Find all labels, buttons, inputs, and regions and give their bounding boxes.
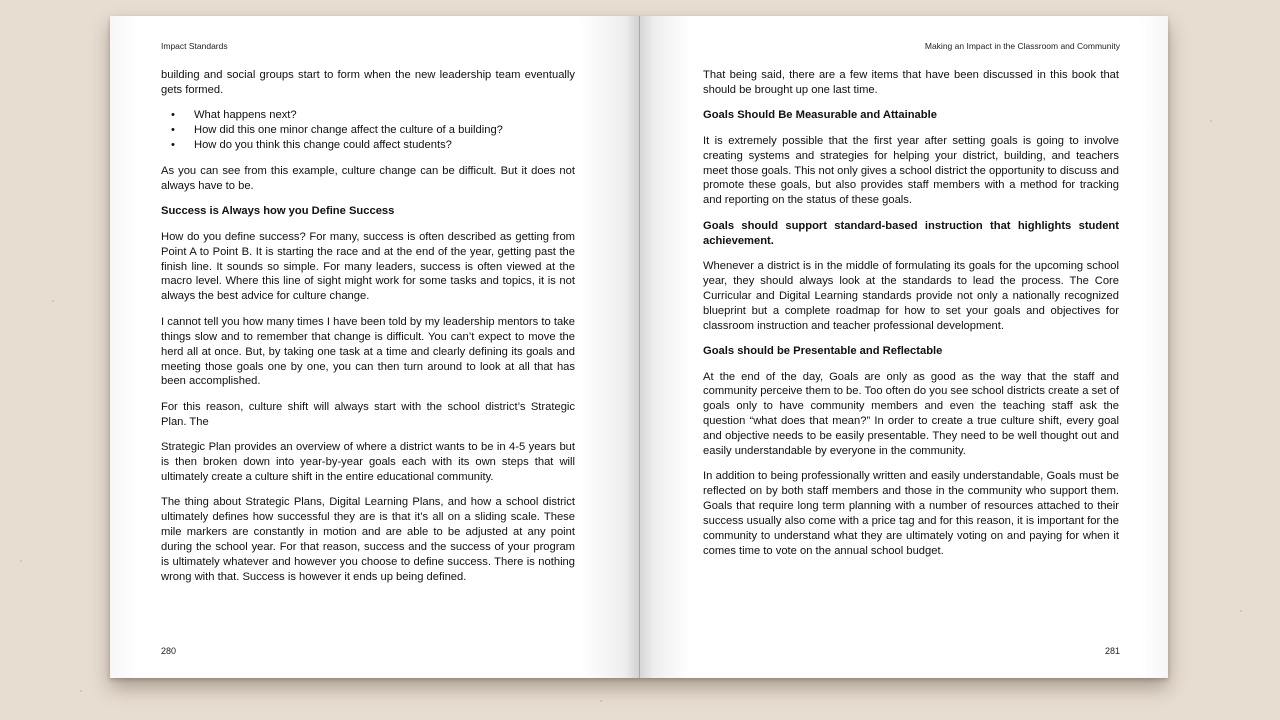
paragraph: building and social groups start to form when the new leadership team eventually gets formed. bbox=[161, 69, 575, 96]
bullet-icon: • bbox=[171, 124, 175, 137]
paragraph: Strategic Plan provides an overview of where a district wants to be in 4-5 years but is then broken down into year-by-year goals each with its own steps that will ultimately create a culture shift in the entire educational community. bbox=[161, 441, 575, 483]
section-heading: Goals should support standard-based instruction that highlights student achievement. bbox=[703, 219, 1119, 247]
page-text bbox=[703, 68, 1119, 569]
background-speck bbox=[1240, 610, 1242, 612]
running-head: Impact Standards bbox=[161, 41, 228, 51]
paragraph: As you can see from this example, culture change can be difficult. But it does not always have to be. bbox=[161, 165, 575, 192]
paragraph: That being said, there are a few items that have been discussed in this book that should be brought up one last time. bbox=[703, 69, 1119, 96]
bullet-icon: • bbox=[171, 109, 175, 122]
paragraph: It is extremely possible that the first year after setting goals is going to involve creating systems and strategies for helping your district, building, and teachers meet those goals. This not only gives a school district the opportunity to discuss and promote these goals, but also provides staff members with a method for tracking and reporting on the status of these goals. bbox=[703, 134, 1119, 207]
background-speck bbox=[600, 700, 602, 702]
list-item-text: What happens next? bbox=[194, 109, 297, 122]
page-number: 281 bbox=[1104, 646, 1120, 656]
bullet-icon: • bbox=[171, 139, 175, 152]
section-heading: Success is Always how you Define Success bbox=[161, 205, 395, 218]
list-item-text: How did this one minor change affect the culture of a building? bbox=[194, 124, 503, 137]
page-text bbox=[161, 68, 575, 595]
paragraph: The thing about Strategic Plans, Digital Learning Plans, and how a school district ultimately defines how successful they are is that it’s all on a sliding scale. These mile markers are constantly in motion and are able to be adjusted at any point during the school year. For that reason, success and the success of your program is ultimately whatever and however you choose to define success. There is nothing wrong with that. Success is however it ends up being defined. bbox=[161, 496, 575, 583]
left-page bbox=[110, 16, 640, 678]
paragraph: I cannot tell you how many times I have been told by my leadership mentors to take things slow and to remember that change is difficult. You can’t expect to move the herd all at once. But, by taking one task at a time and clearly defining its goals and meeting those goals one by one, you can then turn around to look at all that has been accomplished. bbox=[161, 315, 575, 388]
list-item-text: How do you think this change could affect students? bbox=[194, 139, 452, 152]
section-heading: Goals should be Presentable and Reflectable bbox=[703, 345, 943, 358]
section-heading: Goals Should Be Measurable and Attainable bbox=[703, 109, 937, 122]
running-head: Making an Impact in the Classroom and Community bbox=[924, 41, 1120, 51]
open-book bbox=[110, 16, 1168, 678]
background-speck bbox=[80, 690, 82, 692]
paragraph: At the end of the day, Goals are only as good as the way that the staff and community perceive them to be. Too often do you see school districts create a set of goals only to have community members and even the teaching staff ask the question “what does that mean?” In order to create a true culture shift, every goal and objective needs to be easily presentable. They need to be well thought out and easily understandable by everyone in the community. bbox=[703, 370, 1119, 458]
list-item bbox=[161, 138, 575, 153]
list-item bbox=[161, 108, 575, 123]
paragraph: How do you define success? For many, success is often described as getting from Point A to Point B. It is starting the race and at the end of the year, getting past the finish line. It sounds so simple. For many leaders, success is often viewed at the macro level. Where this line of sight might work for some tasks and topics, it is not always the best advice for culture change. bbox=[161, 230, 575, 303]
bullet-list bbox=[161, 108, 575, 153]
page-number: 280 bbox=[161, 646, 177, 656]
background-speck bbox=[52, 300, 54, 302]
background-speck bbox=[1210, 120, 1212, 122]
paragraph: Whenever a district is in the middle of formulating its goals for the upcoming school year, they should always look at the standards to lead the process. The Core Curricular and Digital Learning standards provide not only a nationally recognized blueprint but a complete roadmap for how to set your goals and objectives for classroom instruction and teacher professional development. bbox=[703, 260, 1119, 332]
right-page bbox=[640, 16, 1168, 678]
paragraph: For this reason, culture shift will always start with the school district’s Strategic Plan. The bbox=[161, 400, 575, 428]
background-speck bbox=[20, 560, 22, 562]
list-item bbox=[161, 123, 575, 138]
paragraph: In addition to being professionally written and easily understandable, Goals must be reflected on by both staff members and those in the community who support them. Goals that require long term planning with a number of resources attached to their success usually also come with a price tag and for this reason, it is important for the community to understand what they are ultimately voting on and paying for when it comes time to vote on the annual school budget. bbox=[703, 470, 1119, 557]
